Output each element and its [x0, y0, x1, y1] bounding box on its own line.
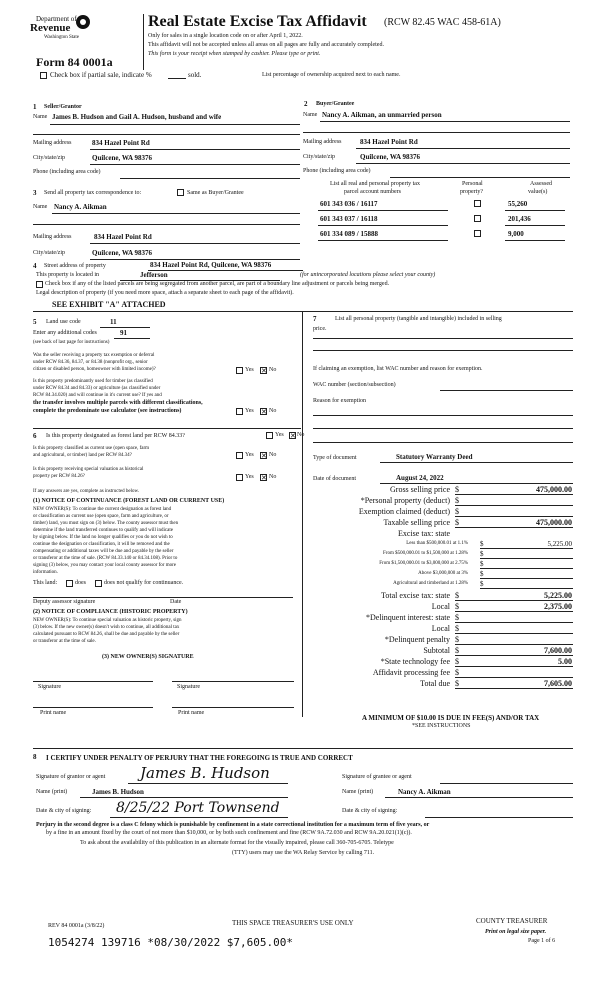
exemption-q-line2: under RCW 84.36, 84.37, or 84.38 (nonprofit org., senior	[33, 360, 148, 365]
section8-number: 8	[33, 753, 37, 761]
historic-q-line1: Is this property receiving special valuation as historical	[33, 467, 144, 472]
compliance-text-1: NEW OWNER(S): To continue special valuation as historic property, sign	[33, 618, 182, 623]
s6q1-no-label: No	[297, 432, 305, 438]
buyer-number: 2	[304, 100, 308, 108]
assessed-value-3[interactable]: 9,000	[508, 230, 524, 238]
land-does-not-label: does not qualify for continuance.	[104, 580, 184, 586]
historic-q-line2: property per RCW 84.26?	[33, 474, 85, 479]
tax-row-label: Affidavit processing fee	[372, 668, 450, 677]
this-land-label: This land:	[33, 580, 58, 586]
perjury-line-1: Perjury in the second degree is a class C felony which is punishable by confinement in a state correctional institution for a maximum term of five years, or	[36, 822, 430, 828]
tax-row-currency: $	[455, 496, 459, 505]
same-as-buyer-label: Same as Buyer/Grantee	[187, 190, 244, 196]
tax-row-currency: $	[455, 602, 459, 611]
located-note: (for unincorporated locations please select your county)	[300, 272, 436, 278]
located-in-label: This property is located in	[36, 272, 99, 278]
buyer-address-field[interactable]: 834 Hazel Point Rd	[360, 138, 418, 146]
deputy-date-label: Date	[170, 599, 182, 605]
see-back-note: (see back of last page for instructions)	[33, 340, 110, 345]
partial-sale-checkbox[interactable]	[40, 72, 47, 79]
treasurer-use-note: THIS SPACE TREASURER'S USE ONLY	[232, 919, 354, 927]
tax-row-value[interactable]: 475,000.00	[536, 485, 572, 494]
county-treasurer-label: COUNTY TREASURER	[476, 917, 548, 925]
correspondence-number: 3	[33, 189, 37, 197]
perjury-line-3: To ask about the availability of this publication in an alternate format for the visually impaired, please call 360-705-6705. Teletype	[80, 840, 394, 846]
s6q1-yes-checkbox[interactable]	[266, 432, 273, 439]
parcel-number-2[interactable]: 601 343 037 / 16118	[320, 215, 378, 223]
s5q2-yes-label: Yes	[245, 408, 254, 414]
timber-q-line2: under RCW 84.34 and 84.33) or agriculture (as classified under	[33, 386, 161, 391]
notice-continuance-title: (1) NOTICE OF CONTINUANCE (FOREST LAND OR CURRENT USE)	[33, 498, 225, 504]
tax-row-label: Subtotal	[423, 646, 450, 655]
land-use-label: Land use code	[46, 319, 81, 325]
s6q2-yes-checkbox[interactable]	[236, 452, 243, 459]
tax-tier-currency: $	[480, 580, 484, 588]
section4-number: 4	[33, 262, 37, 270]
additional-codes-label: Enter any additional codes	[33, 330, 97, 336]
parcels-header-3a: Assessed	[530, 181, 552, 187]
seller-number: 1	[33, 103, 37, 111]
tax-row-label: Local	[431, 602, 450, 611]
tax-row-label: Gross selling price	[390, 485, 450, 494]
parcels-header-1a: List all real and personal property tax	[330, 181, 420, 187]
s5q1-yes-checkbox[interactable]	[236, 367, 243, 374]
buyer-phone-label: Phone (including area code)	[303, 168, 371, 174]
buyer-name-field[interactable]: Nancy A. Aikman, an unmarried person	[322, 111, 442, 119]
s5q1-no-label: No	[269, 367, 277, 373]
tax-row-label: Total excise tax: state	[381, 591, 450, 600]
tax-row-label: Exemption claimed (deduct)	[358, 507, 450, 516]
s6q1-no-checkbox[interactable]: ✕	[290, 432, 296, 440]
tax-row-value[interactable]: 475,000.00	[536, 518, 572, 527]
tax-tier-label: From $500,000.01 to $1,500,000 at 1.28%	[383, 551, 468, 556]
dept-line1: Department of	[36, 15, 77, 23]
timber-q-line1: Is this property predominantly used for timber (as classified	[33, 379, 153, 384]
legal-size-note: Print on legal size paper.	[485, 929, 547, 935]
tax-row-currency: $	[455, 613, 459, 622]
tax-row-label: *Delinquent interest: state	[366, 613, 450, 622]
segregated-label: Check box if any of the listed parcels are being segregated from another parcel, are part of a boundary line adjustment or parcels being merged.	[45, 281, 390, 287]
revision-number: REV 84 0001a (3/8/22)	[48, 923, 105, 929]
document-date-label: Date of document	[313, 476, 356, 482]
current-use-q-line2: and agricultural, or timber) land per RCW 84.34?	[33, 453, 132, 458]
parcels-header-1b: parcel account numbers	[344, 189, 401, 195]
tax-row-value[interactable]: 2,375.00	[544, 602, 572, 611]
buyer-address-label: Mailing address	[303, 139, 342, 145]
dept-state: Washington State	[44, 35, 80, 40]
grantor-print-name[interactable]: James B. Hudson	[92, 788, 144, 796]
header-note-1: Only for sales in a single location code on or after April 1, 2022.	[148, 33, 303, 39]
s6q2-no-checkbox[interactable]: ✕	[261, 452, 267, 460]
header-note-2: This affidavit will not be accepted unless all areas on all pages are fully and accurately completed.	[148, 42, 384, 48]
wac-number-label: WAC number (section/subsection)	[313, 382, 396, 388]
tax-tier-currency: $	[480, 560, 484, 568]
correspondence-heading: Send all property tax correspondence to:	[44, 190, 142, 196]
certify-statement: I CERTIFY UNDER PENALTY OF PERJURY THAT THE FOREGOING IS TRUE AND CORRECT	[46, 754, 353, 762]
tax-row-currency: $	[455, 635, 459, 644]
timber-q-line3: RCW 84.34.020) and will continue in it's current use? If yes and	[33, 393, 162, 398]
parcels-header-2a: Personal	[462, 181, 483, 187]
current-use-q-line1: Is this property classified as current use (open space, farm	[33, 446, 150, 451]
tax-row-currency: $	[455, 507, 459, 516]
tax-tier-label: From $1,500,000.01 to $3,000,000 at 2.75%	[379, 561, 468, 566]
owner-signature-label-2: Signature	[177, 684, 200, 690]
s6q1-yes-label: Yes	[275, 432, 284, 438]
tax-tier-currency: $	[480, 570, 484, 578]
tax-tier-label: Above $3,000,000 at 3%	[418, 571, 468, 576]
seller-name-label: Name	[33, 114, 48, 120]
continuance-text-3: timber) land, you must sign on (3) below. The county assessor must then	[33, 521, 179, 526]
tax-tier-currency: $	[480, 540, 484, 548]
personal-property-checkbox-2[interactable]	[474, 215, 481, 222]
personal-property-heading-2: price.	[313, 326, 327, 332]
assessed-value-1[interactable]: 55,260	[508, 200, 528, 208]
minimum-due-note: A MINIMUM OF $10.00 IS DUE IN FEE(S) AND/OR TAX	[362, 714, 540, 722]
grantee-signature-label: Signature of grantee or agent	[342, 774, 412, 780]
county-field[interactable]: Jefferson	[140, 271, 168, 279]
section6-number: 6	[33, 432, 37, 440]
tax-row-currency: $	[455, 679, 459, 688]
exemption-q-line3: citizen or disabled person, homeowner with limited income)?	[33, 367, 156, 372]
land-use-code-field[interactable]: 11	[110, 318, 117, 326]
grantee-name-label: Name (print)	[342, 789, 374, 795]
if-yes-note: If any answers are yes, complete as instructed below.	[33, 489, 140, 494]
grantor-date-city[interactable]: 8/25/22 Port Townsend	[116, 800, 280, 816]
see-instructions-note: *SEE INSTRUCTIONS	[412, 723, 471, 729]
land-does-not-checkbox[interactable]	[95, 580, 102, 587]
tax-row-currency: $	[455, 624, 459, 633]
correspondence-address-field[interactable]: 834 Hazel Point Rd	[94, 233, 152, 241]
title-reference: (RCW 82.45 WAC 458-61A)	[384, 17, 501, 28]
tax-row-label: *Personal property (deduct)	[360, 496, 450, 505]
forest-land-question: Is this property designated as forest land per RCW 84.33?	[46, 433, 185, 439]
same-as-buyer-checkbox[interactable]	[177, 189, 184, 196]
document-date-field[interactable]: August 24, 2022	[396, 474, 444, 482]
street-address-label: Street address of property	[44, 263, 106, 269]
continuance-text-6: continue the designation or classification, it will be removed and the	[33, 542, 170, 547]
legal-description-label: Legal description of property (if you need more space, attach a separate sheet to each page of the affidavit).	[36, 290, 294, 296]
grantor-date-city-label: Date & city of signing:	[36, 808, 92, 814]
section7-number: 7	[313, 315, 317, 323]
continuance-text-8: or transferor at the time of sale. (RCW 84.33.140 or 84.34.108). Prior to	[33, 556, 178, 561]
tax-row-currency: $	[455, 668, 459, 677]
buyer-name-label: Name	[303, 112, 318, 118]
assessed-value-2[interactable]: 201,436	[508, 215, 531, 223]
tax-row-currency: $	[455, 657, 459, 666]
s5q2-yes-checkbox[interactable]	[236, 408, 243, 415]
continuance-text-4: determine if the land transferred continues to qualify and will indicate	[33, 528, 173, 533]
exemption-instruction: If claiming an exemption, list WAC number and reason for exemption.	[313, 366, 483, 372]
page-number: Page 1 of 6	[528, 938, 556, 944]
s5q1-no-checkbox[interactable]: ✕	[261, 367, 267, 375]
continuance-text-1: NEW OWNER(S): To continue the current designation as forest land	[33, 507, 172, 512]
owner-signature-label-1: Signature	[38, 684, 61, 690]
grantor-signature[interactable]: James B. Hudson	[140, 764, 270, 782]
tax-row-label: Excise tax: state	[398, 529, 450, 538]
owner-print-name-label-1: Print name	[40, 710, 67, 716]
buyer-city-field[interactable]: Quilcene, WA 98376	[360, 153, 420, 161]
revenue-logo-icon	[76, 15, 90, 29]
page-title: Real Estate Excise Tax Affidavit	[148, 13, 367, 30]
grantor-name-label: Name (print)	[36, 789, 68, 795]
buyer-heading: Buyer/Grantee	[316, 101, 355, 107]
s5q2-no-checkbox[interactable]: ✕	[261, 408, 267, 416]
tax-row-label: Local	[431, 624, 450, 633]
ownership-note: List percentage of ownership acquired next to each name.	[262, 72, 401, 78]
legal-description-exhibit: SEE EXHIBIT "A" ATTACHED	[52, 300, 166, 309]
s6q2-yes-label: Yes	[245, 452, 254, 458]
seller-address-field[interactable]: 834 Hazel Point Rd	[92, 139, 150, 147]
seller-name-field[interactable]: James B. Hudson and Gail A. Hudson, husband and wife	[52, 113, 222, 121]
document-type-field[interactable]: Statutory Warranty Deed	[396, 453, 473, 461]
tax-row-value[interactable]: 7,605.00	[544, 679, 572, 688]
grantee-print-name[interactable]: Nancy A. Aikman	[398, 788, 451, 796]
partial-sale-label: Check box if partial sale, indicate %	[50, 71, 152, 79]
s6q3-yes-checkbox[interactable]	[236, 474, 243, 481]
additional-codes-field[interactable]: 91	[120, 329, 127, 337]
compliance-text-3: calculated pursuant to RCW 84.26, shall be due and payable by the seller	[33, 632, 180, 637]
continuance-text-7: compensating or additional taxes will be due and payable by the seller	[33, 549, 174, 554]
timber-q-line4: the transfer involves multiple parcels with different classifications,	[33, 400, 203, 406]
compliance-text-2: (3) below. If the new owner(s) doesn't wish to continue, all additional tax	[33, 625, 180, 630]
personal-property-checkbox-1[interactable]	[474, 200, 481, 207]
s6q3-no-label: No	[269, 474, 277, 480]
continuance-text-10: information.	[33, 570, 58, 575]
s5q2-no-label: No	[269, 408, 277, 414]
tax-tier-value[interactable]: 5,225.00	[547, 540, 572, 548]
tax-row-label: Total due	[420, 679, 450, 688]
section5-number: 5	[33, 318, 37, 326]
continuance-text-9: signing (3) below, you may contact your local county assessor for more	[33, 563, 176, 568]
s6q2-no-label: No	[269, 452, 277, 458]
tax-row-currency: $	[455, 485, 459, 494]
seller-city-field[interactable]: Quilcene, WA 98376	[92, 154, 152, 162]
timber-q-line5: complete the predominate use calculator (see instructions)	[33, 408, 182, 414]
correspondence-city-label: City/state/zip	[33, 250, 65, 256]
parcel-number-1[interactable]: 601 343 036 / 16117	[320, 200, 378, 208]
correspondence-name-label: Name	[33, 204, 48, 210]
tax-tier-currency: $	[480, 550, 484, 558]
seller-address-label: Mailing address	[33, 140, 72, 146]
deputy-assessor-label: Deputy assessor signature	[33, 599, 96, 605]
parcel-number-3[interactable]: 601 334 089 / 15888	[320, 230, 378, 238]
partial-sale-sold: sold.	[188, 71, 202, 79]
owner-print-name-label-2: Print name	[178, 710, 205, 716]
personal-property-heading: List all personal property (tangible and intangible) included in selling	[335, 316, 502, 322]
tax-tier-label: Less than $500,000.01 at 1.1%	[406, 541, 468, 546]
document-type-label: Type of document	[313, 455, 357, 461]
exemption-reason-label: Reason for exemption	[313, 398, 366, 404]
s6q3-no-checkbox[interactable]: ✕	[261, 474, 267, 482]
tax-row-currency: $	[455, 646, 459, 655]
cashier-receipt-stamp: 1054274 139716 *08/30/2022 $7,605.00*	[48, 936, 294, 949]
land-does-checkbox[interactable]	[66, 580, 73, 587]
perjury-line-4: (TTY) users may use the WA Relay Service by calling 711.	[232, 850, 375, 856]
exemption-q-line1: Was the seller receiving a property tax exemption or deferral	[33, 353, 155, 358]
property-address-field[interactable]: 834 Hazel Point Rd, Quilcene, WA 98376	[150, 261, 272, 269]
seller-heading: Seller/Grantor	[44, 104, 82, 110]
continuance-text-2: or classification as current use (open space, farm and agriculture, or	[33, 514, 169, 519]
tax-row-currency: $	[455, 591, 459, 600]
grantee-date-city-label: Date & city of signing:	[342, 808, 398, 814]
personal-property-checkbox-3[interactable]	[474, 230, 481, 237]
correspondence-name-field[interactable]: Nancy A. Aikman	[54, 203, 107, 211]
continuance-text-5: by signing below. If the land no longer qualifies or you do not wish to	[33, 535, 173, 540]
perjury-line-2: by a fine in an amount fixed by the court of not more than $10,000, or by both such confinement and fine (RCW 9A.72.030 and RCW 9A.20.021(1)(c)).	[46, 830, 412, 836]
dept-name: Revenue	[30, 22, 71, 34]
parcels-header-2b: property?	[460, 189, 483, 195]
s6q3-yes-label: Yes	[245, 474, 254, 480]
land-does-label: does	[75, 580, 86, 586]
notice-compliance-title: (2) NOTICE OF COMPLIANCE (HISTORIC PROPERTY)	[33, 609, 188, 615]
correspondence-address-label: Mailing address	[33, 234, 72, 240]
tax-row-label: *Delinquent penalty	[384, 635, 450, 644]
correspondence-city-field[interactable]: Quilcene, WA 98376	[92, 249, 152, 257]
seller-phone-label: Phone (including area code)	[33, 169, 101, 175]
tax-row-value[interactable]: 5.00	[558, 657, 572, 666]
header-note-3: This form is your receipt when stamped by cashier. Please type or print.	[148, 51, 321, 57]
form-number: Form 84 0001a	[36, 55, 113, 69]
tax-tier-label: Agricultural and timberland at 1.28%	[393, 581, 468, 586]
buyer-city-label: City/state/zip	[303, 154, 335, 160]
parcels-header-3b: value(s)	[528, 189, 548, 195]
segregated-checkbox[interactable]	[36, 281, 43, 288]
tax-row-currency: $	[455, 518, 459, 527]
tax-row-label: *State technology fee	[380, 657, 450, 666]
grantor-signature-label: Signature of grantor or agent	[36, 774, 106, 780]
seller-city-label: City/state/zip	[33, 155, 65, 161]
compliance-text-4: or transferor at the time of sale.	[33, 639, 96, 644]
tax-row-value[interactable]: 5,225.00	[544, 591, 572, 600]
tax-row-label: Taxable selling price	[383, 518, 450, 527]
new-owner-signature-title: (3) NEW OWNER(S) SIGNATURE	[102, 654, 194, 660]
tax-row-value[interactable]: 7,600.00	[544, 646, 572, 655]
s5q1-yes-label: Yes	[245, 367, 254, 373]
